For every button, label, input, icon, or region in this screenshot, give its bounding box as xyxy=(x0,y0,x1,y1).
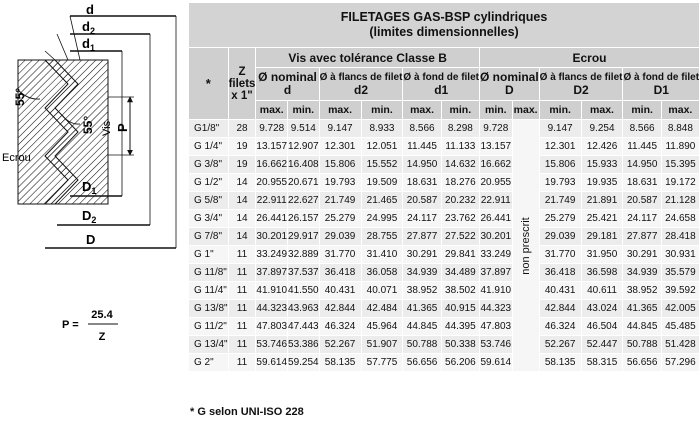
cell-d-max: 22.911 xyxy=(256,192,288,210)
cell-d1-min: 56.206 xyxy=(441,354,479,372)
label-D1: $D_1$ xyxy=(82,179,97,196)
cell-d1-min: 27.522 xyxy=(441,228,479,246)
cell-z: 11 xyxy=(228,318,256,336)
ecrou-D2-min-header: min. xyxy=(539,101,581,120)
formula-denominator: Z xyxy=(98,331,106,343)
cell-size: G 3/4" xyxy=(189,210,229,228)
cell-d-min: 30.201 xyxy=(479,228,512,246)
table-row xyxy=(189,318,700,336)
cell-d2-max: 9.254 xyxy=(581,120,623,138)
cell-d2-min: 12.051 xyxy=(361,138,403,156)
cell-d2-max: 25.421 xyxy=(581,210,623,228)
cell-d2-max: 19.935 xyxy=(581,174,623,192)
z-header-line1: Z xyxy=(238,65,246,78)
cell-d2-min: 57.775 xyxy=(361,354,403,372)
label-vis: Vis xyxy=(101,120,113,136)
cell-d-min: 32.889 xyxy=(288,246,320,264)
label-D: D xyxy=(86,232,96,247)
cell-d-min: 20.955 xyxy=(479,174,512,192)
cell-d2-max: 36.418 xyxy=(319,264,361,282)
cell-d1-min: 41.365 xyxy=(623,300,661,318)
cell-d2-min: 36.058 xyxy=(361,264,403,282)
cell-d-min: 12.907 xyxy=(288,138,320,156)
cell-z: 11 xyxy=(228,354,256,372)
cell-d1-max: 11.890 xyxy=(661,138,699,156)
cell-d-min: 47.803 xyxy=(479,318,512,336)
cell-d2-min: 12.301 xyxy=(539,138,581,156)
cell-d1-min: 14.632 xyxy=(441,156,479,174)
cell-d1-min: 50.788 xyxy=(623,336,661,354)
cell-d1-min: 11.133 xyxy=(441,138,479,156)
cell-d-max: 13.157 xyxy=(256,138,288,156)
label-d: d xyxy=(86,2,94,17)
cell-d2-max: 52.447 xyxy=(581,336,623,354)
cell-d-min: 9.728 xyxy=(479,120,512,138)
cell-d2-max: 42.844 xyxy=(319,300,361,318)
pitch-formula xyxy=(0,0,186,421)
cell-d1-max: 8.566 xyxy=(403,120,441,138)
cell-d2-max: 52.267 xyxy=(319,336,361,354)
cell-d1-max: 41.365 xyxy=(403,300,441,318)
ecrou-group-header: Ecrou xyxy=(479,48,699,68)
table-row xyxy=(189,354,700,372)
cell-z: 11 xyxy=(228,246,256,264)
cell-d2-min: 15.806 xyxy=(539,156,581,174)
cell-d2-min: 24.995 xyxy=(361,210,403,228)
cell-size: G 1" xyxy=(189,246,229,264)
cell-d2-max: 58.315 xyxy=(581,354,623,372)
cell-d2-min: 21.749 xyxy=(539,192,581,210)
cell-d-min: 26.441 xyxy=(479,210,512,228)
table-row xyxy=(189,120,700,138)
cell-z: 14 xyxy=(228,228,256,246)
cell-d2-max: 15.806 xyxy=(319,156,361,174)
ecrou-D1-header-line2: D1 xyxy=(653,83,669,97)
cell-d-min: 47.443 xyxy=(288,318,320,336)
cell-d1-min: 44.395 xyxy=(441,318,479,336)
cell-d1-min: 38.502 xyxy=(441,282,479,300)
table-row xyxy=(189,264,700,282)
cell-d1-max: 42.005 xyxy=(661,300,699,318)
ecrou-D-min-header: min. xyxy=(479,101,512,120)
cell-size: G 2" xyxy=(189,354,229,372)
cell-d2-max: 31.950 xyxy=(581,246,623,264)
cell-d1-max: 34.939 xyxy=(403,264,441,282)
cell-d1-min: 44.845 xyxy=(623,318,661,336)
cell-d2-min: 25.279 xyxy=(539,210,581,228)
cell-d1-min: 8.566 xyxy=(623,120,661,138)
vis-d2-min-header: min. xyxy=(361,101,403,120)
cell-d-min: 37.537 xyxy=(288,264,320,282)
vis-d2-header-line2: d2 xyxy=(354,83,369,97)
cell-d-max: 20.955 xyxy=(256,174,288,192)
cell-d2-max: 21.749 xyxy=(319,192,361,210)
cell-d2-min: 19.509 xyxy=(361,174,403,192)
cell-size: G 5/8" xyxy=(189,192,229,210)
table-row xyxy=(189,282,700,300)
cell-d1-min: 29.841 xyxy=(441,246,479,264)
cell-d-max: 59.614 xyxy=(256,354,288,372)
cell-d1-min: 56.656 xyxy=(623,354,661,372)
cell-d2-max: 29.181 xyxy=(581,228,623,246)
cell-z: 14 xyxy=(228,192,256,210)
cell-d2-max: 19.793 xyxy=(319,174,361,192)
cell-z: 19 xyxy=(228,138,256,156)
label-ecrou: Ecrou xyxy=(2,152,31,164)
vis-d-min-header: min. xyxy=(288,101,320,120)
cell-d1-min: 34.939 xyxy=(623,264,661,282)
cell-d2-min: 15.552 xyxy=(361,156,403,174)
cell-d2-min: 52.267 xyxy=(539,336,581,354)
cell-d-min: 22.627 xyxy=(288,192,320,210)
cell-d2-max: 25.279 xyxy=(319,210,361,228)
cell-d-max: 30.201 xyxy=(256,228,288,246)
cell-d2-min: 21.465 xyxy=(361,192,403,210)
cell-d-min: 53.386 xyxy=(288,336,320,354)
cell-d1-max: 51.428 xyxy=(661,336,699,354)
vis-d-header-line1: Ø nominal xyxy=(258,70,317,84)
cell-d-max: 33.249 xyxy=(256,246,288,264)
vis-d-header-line2: d xyxy=(283,83,292,97)
vis-d2-header xyxy=(319,68,403,101)
cell-d2-min: 45.964 xyxy=(361,318,403,336)
cell-z: 14 xyxy=(228,210,256,228)
cell-d-min: 53.746 xyxy=(479,336,512,354)
cell-d1-max: 11.445 xyxy=(403,138,441,156)
cell-size: G 11/8" xyxy=(189,264,229,282)
cell-d2-min: 40.071 xyxy=(361,282,403,300)
cell-d1-min: 50.338 xyxy=(441,336,479,354)
cell-d2-min: 36.418 xyxy=(539,264,581,282)
cell-z: 19 xyxy=(228,156,256,174)
cell-d1-max: 35.579 xyxy=(661,264,699,282)
table-row xyxy=(189,246,700,264)
ecrou-D2-max-header: max. xyxy=(581,101,623,120)
cell-d-min: 43.963 xyxy=(288,300,320,318)
cell-d1-max: 30.931 xyxy=(661,246,699,264)
table-row xyxy=(189,138,700,156)
label-pitch: P xyxy=(115,123,130,132)
cell-d2-max: 31.770 xyxy=(319,246,361,264)
ecrou-D1-header xyxy=(623,68,700,101)
cell-d1-max: 20.587 xyxy=(403,192,441,210)
cell-d1-max: 39.592 xyxy=(661,282,699,300)
table-row xyxy=(189,156,700,174)
cell-d-min: 59.614 xyxy=(479,354,512,372)
cell-d1-min: 30.291 xyxy=(623,246,661,264)
cell-d-max: 53.746 xyxy=(256,336,288,354)
non-prescrit-label: non prescrit xyxy=(519,216,532,275)
cell-d1-min: 20.232 xyxy=(441,192,479,210)
cell-d1-max: 44.845 xyxy=(403,318,441,336)
cell-d2-min: 8.933 xyxy=(361,120,403,138)
cell-d2-max: 43.024 xyxy=(581,300,623,318)
cell-d1-min: 27.877 xyxy=(623,228,661,246)
cell-d-min: 33.249 xyxy=(479,246,512,264)
label-angle-mid: 55° xyxy=(81,115,95,134)
table-title-line2: (limites dimensionnelles) xyxy=(369,25,519,39)
cell-d-min: 9.514 xyxy=(288,120,320,138)
ecrou-D-header xyxy=(479,68,539,101)
cell-d2-max: 29.039 xyxy=(319,228,361,246)
cell-d2-max: 40.611 xyxy=(581,282,623,300)
cell-d1-min: 24.117 xyxy=(623,210,661,228)
cell-d-max: 9.728 xyxy=(256,120,288,138)
cell-d-min: 37.897 xyxy=(479,264,512,282)
cell-size: G 13/4" xyxy=(189,336,229,354)
cell-d-min: 16.408 xyxy=(288,156,320,174)
cell-d1-min: 8.298 xyxy=(441,120,479,138)
cell-d1-min: 18.631 xyxy=(623,174,661,192)
cell-d1-min: 20.587 xyxy=(623,192,661,210)
cell-d1-min: 14.950 xyxy=(623,156,661,174)
cell-d1-max: 15.395 xyxy=(661,156,699,174)
cell-d-min: 26.157 xyxy=(288,210,320,228)
ecrou-D2-header xyxy=(539,68,623,101)
cell-d1-max: 14.950 xyxy=(403,156,441,174)
cell-d1-max: 56.656 xyxy=(403,354,441,372)
cell-d-min: 16.662 xyxy=(479,156,512,174)
cell-d2-min: 42.484 xyxy=(361,300,403,318)
cell-d1-max: 30.291 xyxy=(403,246,441,264)
cell-d1-max: 27.877 xyxy=(403,228,441,246)
cell-d2-min: 9.147 xyxy=(539,120,581,138)
formula-numerator: 25.4 xyxy=(91,309,113,321)
cell-d1-max: 45.485 xyxy=(661,318,699,336)
cell-d2-min: 40.431 xyxy=(539,282,581,300)
cell-d1-max: 19.172 xyxy=(661,174,699,192)
cell-d2-min: 19.793 xyxy=(539,174,581,192)
cell-z: 11 xyxy=(228,282,256,300)
vis-d1-min-header: min. xyxy=(441,101,479,120)
cell-d1-max: 50.788 xyxy=(403,336,441,354)
table-row xyxy=(189,174,700,192)
vis-d1-max-header: max. xyxy=(403,101,441,120)
z-header-line3: x 1" xyxy=(231,89,253,102)
cell-d2-min: 46.324 xyxy=(539,318,581,336)
cell-size: G 7/8" xyxy=(189,228,229,246)
cell-d1-min: 23.762 xyxy=(441,210,479,228)
cell-d-max: 37.897 xyxy=(256,264,288,282)
cell-d1-min: 34.489 xyxy=(441,264,479,282)
cell-d2-max: 15.933 xyxy=(581,156,623,174)
cell-d-max: 47.803 xyxy=(256,318,288,336)
cell-d1-max: 18.631 xyxy=(403,174,441,192)
cell-d1-max: 28.418 xyxy=(661,228,699,246)
table-row xyxy=(189,336,700,354)
cell-d1-max: 24.117 xyxy=(403,210,441,228)
vis-group-header: Vis avec tolérance Classe B xyxy=(256,48,480,68)
size-header: * xyxy=(189,48,229,120)
table-body xyxy=(189,120,700,372)
cell-size: G1/8" xyxy=(189,120,229,138)
ecrou-D1-header-line1: Ø à fond de filet xyxy=(623,72,700,83)
formula-lhs: P = xyxy=(62,319,79,331)
ecrou-D-header-line2: D xyxy=(504,83,514,97)
cell-d2-min: 42.844 xyxy=(539,300,581,318)
cell-d2-max: 12.426 xyxy=(581,138,623,156)
cell-d2-max: 9.147 xyxy=(319,120,361,138)
cell-d1-min: 40.915 xyxy=(441,300,479,318)
cell-d1-min: 38.952 xyxy=(623,282,661,300)
threads-per-inch-header xyxy=(228,48,256,120)
cell-size: G 3/8" xyxy=(189,156,229,174)
ecrou-D1-min-header: min. xyxy=(623,101,661,120)
table-row xyxy=(189,228,700,246)
cell-d1-min: 11.445 xyxy=(623,138,661,156)
vis-d-max-header: max. xyxy=(256,101,288,120)
table-title-line1: FILETAGES GAS-BSP cylindriques xyxy=(340,10,548,24)
ecrou-D2-header-line1: Ø à flancs de filet xyxy=(539,72,623,83)
cell-d1-max: 57.296 xyxy=(661,354,699,372)
cell-d-max: 26.441 xyxy=(256,210,288,228)
cell-d-min: 44.323 xyxy=(479,300,512,318)
cell-d2-min: 31.770 xyxy=(539,246,581,264)
ecrou-D2-header-line2: D2 xyxy=(573,83,589,97)
cell-size: G 11/2" xyxy=(189,318,229,336)
table-row xyxy=(189,192,700,210)
cell-d1-max: 21.128 xyxy=(661,192,699,210)
cell-d2-max: 58.135 xyxy=(319,354,361,372)
cell-size: G 11/4" xyxy=(189,282,229,300)
cell-d-min: 22.911 xyxy=(479,192,512,210)
table-row xyxy=(189,300,700,318)
cell-d2-max: 46.504 xyxy=(581,318,623,336)
vis-d1-header-line2: d1 xyxy=(434,83,449,97)
cell-d2-min: 28.755 xyxy=(361,228,403,246)
cell-z: 11 xyxy=(228,300,256,318)
cell-d2-max: 40.431 xyxy=(319,282,361,300)
footnote: * G selon UNI-ISO 228 xyxy=(190,406,304,418)
label-d1: $d_1$ xyxy=(82,36,95,53)
vis-d1-header-line1: Ø à fond de filet xyxy=(403,72,479,83)
vis-d-header xyxy=(256,68,319,101)
cell-d2-min: 29.039 xyxy=(539,228,581,246)
vis-d2-header-line1: Ø à flancs de filet xyxy=(319,72,403,83)
cell-d2-max: 12.301 xyxy=(319,138,361,156)
cell-size: G 1/4" xyxy=(189,138,229,156)
table-title xyxy=(189,3,700,48)
label-angle-top: 55° xyxy=(13,87,27,106)
cell-d2-max: 36.598 xyxy=(581,264,623,282)
vis-d1-header xyxy=(403,68,480,101)
thread-limits-table xyxy=(188,2,700,372)
label-D2: $D_2$ xyxy=(82,208,97,225)
vis-d2-max-header: max. xyxy=(319,101,361,120)
ecrou-D-header-line1: Ø nominal xyxy=(479,70,539,84)
cell-z: 11 xyxy=(228,264,256,282)
cell-d2-min: 31.410 xyxy=(361,246,403,264)
label-d2: $d_2$ xyxy=(82,19,95,36)
cell-d1-min: 18.276 xyxy=(441,174,479,192)
ecrou-D1-max-header: max. xyxy=(661,101,699,120)
cell-z: 28 xyxy=(228,120,256,138)
cell-d-min: 20.671 xyxy=(288,174,320,192)
cell-d-max: 41.910 xyxy=(256,282,288,300)
cell-d-min: 59.254 xyxy=(288,354,320,372)
cell-size: G 13/8" xyxy=(189,300,229,318)
z-header-line2: filets xyxy=(228,77,256,90)
cell-d-max: 44.323 xyxy=(256,300,288,318)
cell-z: 14 xyxy=(228,174,256,192)
cell-d-min: 29.917 xyxy=(288,228,320,246)
cell-d2-min: 58.135 xyxy=(539,354,581,372)
non-prescrit-cell xyxy=(512,120,539,372)
ecrou-D-max-header: max. xyxy=(512,101,539,120)
cell-d1-max: 24.658 xyxy=(661,210,699,228)
cell-d-min: 13.157 xyxy=(479,138,512,156)
cell-d-min: 41.910 xyxy=(479,282,512,300)
cell-d2-max: 21.891 xyxy=(581,192,623,210)
cell-d-min: 41.550 xyxy=(288,282,320,300)
cell-d2-max: 46.324 xyxy=(319,318,361,336)
table-row xyxy=(189,210,700,228)
cell-d2-min: 51.907 xyxy=(361,336,403,354)
cell-d1-max: 8.848 xyxy=(661,120,699,138)
cell-d1-max: 38.952 xyxy=(403,282,441,300)
cell-z: 11 xyxy=(228,336,256,354)
cell-d-max: 16.662 xyxy=(256,156,288,174)
cell-size: G 1/2" xyxy=(189,174,229,192)
